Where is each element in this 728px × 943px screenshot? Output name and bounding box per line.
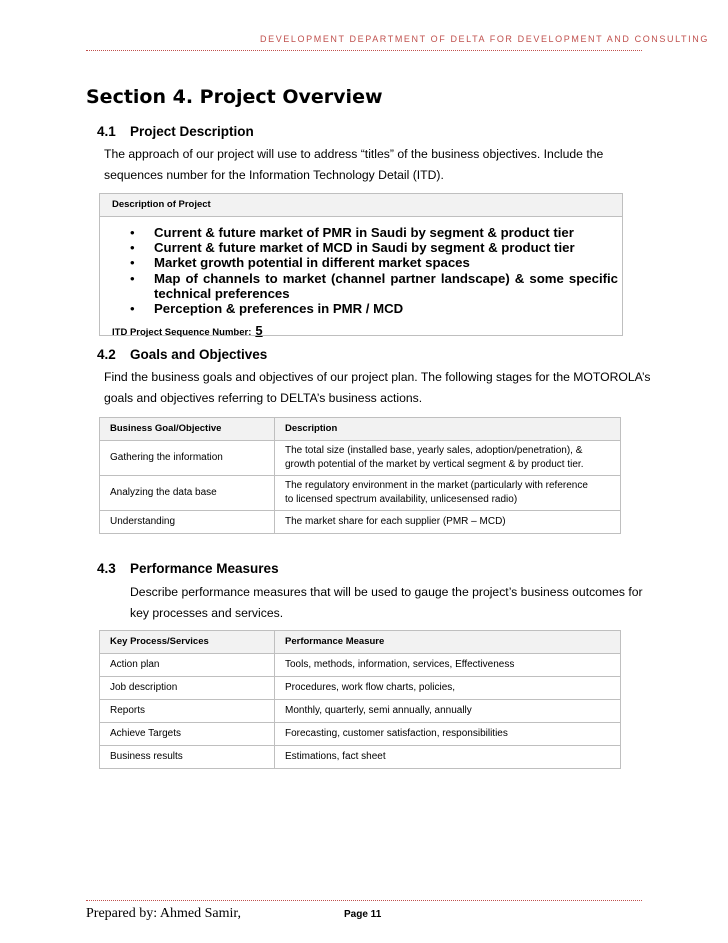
project-description-box — [99, 193, 623, 339]
process-cell: Reports — [100, 700, 275, 723]
process-cell: Achieve Targets — [100, 723, 275, 746]
itd-label: ITD Project Sequence Number: — [112, 327, 252, 339]
bullet-list — [100, 225, 622, 316]
process-cell: Action plan — [100, 654, 275, 677]
description-cell — [275, 476, 621, 511]
itd-sequence — [100, 319, 622, 343]
heading-title: Project Description — [130, 124, 254, 139]
measure-cell: Forecasting, customer satisfaction, responsibilities — [275, 723, 621, 746]
paragraph-line: sequences number for the Information Technology Detail (ITD). — [104, 168, 444, 182]
performance-paragraph — [130, 582, 650, 624]
itd-number: 5 — [255, 323, 263, 339]
measure-cell: Monthly, quarterly, semi annually, annually — [275, 700, 621, 723]
heading-goals-objectives — [97, 347, 267, 362]
column-header: Key Process/Services — [100, 631, 275, 654]
process-cell: Business results — [100, 746, 275, 769]
running-header: DEVELOPMENT DEPARTMENT OF DELTA FOR DEVELOPMENT AND CONSULTING — [260, 34, 709, 44]
section-title: Section 4. Project Overview — [86, 86, 383, 108]
description-line: growth potential of the market by vertical segment & by product tier. — [285, 459, 584, 470]
paragraph-line: key processes and services. — [130, 606, 284, 620]
heading-title: Goals and Objectives — [130, 347, 268, 362]
table-header-row — [100, 631, 621, 654]
heading-title: Performance Measures — [130, 561, 279, 576]
heading-number: 4.3 — [97, 561, 116, 576]
goals-table — [99, 417, 621, 534]
table-row — [100, 654, 621, 677]
paragraph-line: goals and objectives referring to DELTA’s business actions. — [104, 391, 423, 405]
list-item-text: Current & future market of PMR in Saudi by segment & product tier — [154, 225, 574, 240]
goal-cell: Understanding — [100, 511, 275, 534]
performance-table — [99, 630, 621, 769]
list-item-text: Market growth potential in different market spaces — [154, 255, 470, 271]
goal-cell: Gathering the information — [100, 441, 275, 476]
paragraph-line: The approach of our project will use to address “titles” of the business objectives. Include the — [104, 147, 604, 161]
table-header-row — [100, 418, 621, 441]
list-item: • Current & future market of MCD in Saudi by segment & product tier — [130, 240, 575, 256]
table-row — [100, 723, 621, 746]
list-item: • Market growth potential in different market spaces — [130, 255, 470, 271]
description-line: The total size (installed base, yearly sales, adoption/penetration), & — [285, 445, 583, 456]
list-item-text: Perception & preferences in PMR / MCD — [154, 301, 404, 317]
table-row — [100, 441, 621, 476]
list-item-text: Map of channels to market (channel partner landscape) & some specific technical preferences — [154, 270, 618, 301]
description-cell — [275, 441, 621, 476]
column-header: Performance Measure — [275, 631, 621, 654]
description-cell: The market share for each supplier (PMR – MCD) — [275, 511, 621, 534]
footer-prepared-by: Prepared by: Ahmed Samir, — [86, 906, 241, 921]
project-description-paragraph — [104, 144, 644, 186]
description-line: to licensed spectrum availability, unlicesensed radio) — [285, 494, 518, 505]
paragraph-line: Find the business goals and objectives of our project plan. The following stages for the MOTOROLA’s — [104, 370, 651, 384]
list-item: • Current & future market of PMR in Saudi by segment & product tier — [130, 225, 574, 240]
table-row — [100, 677, 621, 700]
column-header: Business Goal/Objective — [100, 418, 275, 441]
heading-number: 4.2 — [97, 347, 116, 362]
list-item: • Map of channels to market (channel partner landscape) & some specific technical preferences — [130, 270, 618, 301]
goals-paragraph — [104, 367, 664, 409]
heading-performance-measures — [97, 561, 279, 576]
footer-divider — [86, 900, 642, 901]
goal-cell: Analyzing the data base — [100, 476, 275, 511]
table-row — [100, 511, 621, 534]
table-row — [100, 476, 621, 511]
table-row — [100, 700, 621, 723]
box-header: Description of Project — [100, 194, 622, 217]
measure-cell: Tools, methods, information, services, Effectiveness — [275, 654, 621, 677]
list-item-text: Current & future market of MCD in Saudi by segment & product tier — [154, 240, 575, 256]
measure-cell: Procedures, work flow charts, policies, — [275, 677, 621, 700]
heading-project-description — [97, 124, 254, 139]
table-row — [100, 746, 621, 769]
list-item: • Perception & preferences in PMR / MCD — [130, 301, 404, 317]
process-cell: Job description — [100, 677, 275, 700]
column-header: Description — [275, 418, 621, 441]
header-divider — [86, 50, 642, 51]
heading-number: 4.1 — [97, 124, 116, 139]
measure-cell: Estimations, fact sheet — [275, 746, 621, 769]
paragraph-line: Describe performance measures that will be used to gauge the project’s business outcomes for — [130, 585, 643, 599]
page-number: Page 11 — [344, 909, 382, 920]
description-line: The regulatory environment in the market (particularly with reference — [285, 480, 588, 491]
